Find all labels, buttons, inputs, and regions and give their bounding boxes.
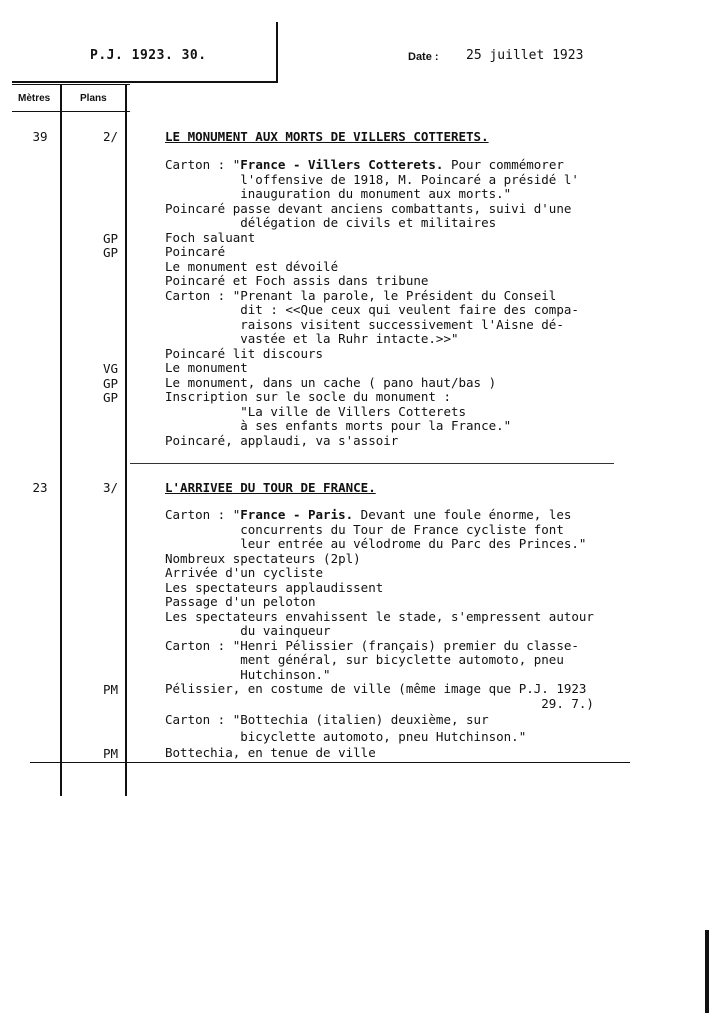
shot-line: Les spectateurs applaudissent xyxy=(165,579,384,595)
reference-number: P.J. 1923. 30. xyxy=(90,48,207,63)
sequence-2-number: 3/ xyxy=(102,480,118,495)
shot-line: Les spectateurs envahissent le stade, s'empressent autour xyxy=(165,608,594,624)
header-divider xyxy=(276,22,278,82)
shot-line: Inscription sur le socle du monument : xyxy=(165,389,451,404)
shot-line: leur entrée au vélodrome du Parc des Princes." xyxy=(165,536,587,551)
shot-line: "La ville de Villers Cotterets xyxy=(165,403,467,419)
shot-plan-code: PM xyxy=(102,682,118,697)
shot-line: Poincaré xyxy=(165,244,226,259)
shot-line: bicyclette automoto, pneu Hutchinson." xyxy=(165,728,527,744)
carton-place-name: France - Paris. xyxy=(240,507,354,522)
shot-line: Passage d'un peloton xyxy=(165,594,316,609)
carton-text: Devant une foule énorme, les xyxy=(353,507,572,522)
shot-line: Poincaré passe devant anciens combattants, suivi d'une xyxy=(165,200,572,216)
shot-line: dit : <<Que ceux qui veulent faire des compa- xyxy=(165,302,579,317)
shot-line: l'offensive de 1918, M. Poincaré a présidé l' xyxy=(165,171,579,187)
scan-edge-mark xyxy=(705,930,709,1013)
shot-line: du vainqueur xyxy=(165,623,331,638)
shot-plan-code: PM xyxy=(102,746,118,761)
shot-line: concurrents du Tour de France cycliste font xyxy=(165,521,564,537)
header-rule xyxy=(12,81,278,83)
shot-line: à ses enfants morts pour la France." xyxy=(165,418,512,433)
column-header-bottom-rule xyxy=(12,111,130,112)
shot-plan-code: GP xyxy=(102,375,118,391)
date-value: 25 juillet 1923 xyxy=(466,48,584,63)
carton-lead: Carton : " xyxy=(165,157,241,172)
shot-plan-code: VG xyxy=(102,361,118,376)
sequence-2-title: L'ARRIVEE DU TOUR DE FRANCE. xyxy=(165,480,376,495)
shot-plan-code: GP xyxy=(102,245,118,260)
shot-plan-code: GP xyxy=(102,390,118,405)
shot-line: inauguration du monument aux morts." xyxy=(165,186,512,201)
shot-line: Bottechia, en tenue de ville xyxy=(165,745,376,760)
shot-line: Carton : "Bottechia (italien) deuxième, sur xyxy=(165,712,489,727)
carton-lead: Carton : " xyxy=(165,507,241,522)
bottom-rule xyxy=(30,762,630,763)
sequence-separator xyxy=(130,463,614,464)
sequence-1-metres: 39 xyxy=(32,129,48,144)
shot-line: Poincaré et Foch assis dans tribune xyxy=(165,273,429,288)
shot-line: Arrivée d'un cycliste xyxy=(165,565,324,580)
shot-line: Nombreux spectateurs (2pl) xyxy=(165,550,361,566)
shot-line: Poincaré lit discours xyxy=(165,345,324,361)
plans-column-header: Plans xyxy=(80,93,107,104)
metres-column-divider xyxy=(60,84,62,796)
shot-line: Pélissier, en costume de ville (même image que P.J. 1923 xyxy=(165,681,587,696)
shot-line: Hutchinson." xyxy=(165,666,331,682)
sequence-1-number: 2/ xyxy=(102,129,118,144)
shot-plan-code: GP xyxy=(102,230,118,246)
shot-line: vastée et la Ruhr intacte.>>" xyxy=(165,331,459,346)
plans-column-divider xyxy=(125,84,127,796)
carton-place-name: France - Villers Cotterets. xyxy=(240,157,444,172)
shot-line xyxy=(165,158,564,173)
shot-line: Carton : "Henri Pélissier (français) premier du classe- xyxy=(165,637,579,653)
sequence-1-title: LE MONUMENT AUX MORTS DE VILLERS COTTERETS. xyxy=(165,129,489,144)
sequence-2-metres: 23 xyxy=(32,480,48,495)
column-header-top-rule xyxy=(12,84,130,85)
shot-line: Le monument xyxy=(165,360,248,375)
shot-line: Poincaré, applaudi, va s'assoir xyxy=(165,432,399,448)
carton-text: Pour commémorer xyxy=(443,157,564,172)
shot-line xyxy=(165,508,571,523)
shot-line: Le monument est dévoilé xyxy=(165,258,339,274)
shot-line: 29. 7.) xyxy=(165,695,594,711)
shot-line: raisons visitent successivement l'Aisne dé- xyxy=(165,316,564,332)
shot-line: délégation de civils et militaires xyxy=(165,215,497,230)
shot-line: Carton : "Prenant la parole, le Président du Conseil xyxy=(165,287,557,303)
metres-column-header: Mètres xyxy=(18,93,51,104)
date-label: Date : xyxy=(408,51,439,63)
shot-line: Foch saluant xyxy=(165,229,256,245)
shot-line: Le monument, dans un cache ( pano haut/bas ) xyxy=(165,374,497,390)
shot-line: ment général, sur bicyclette automoto, pneu xyxy=(165,652,564,667)
